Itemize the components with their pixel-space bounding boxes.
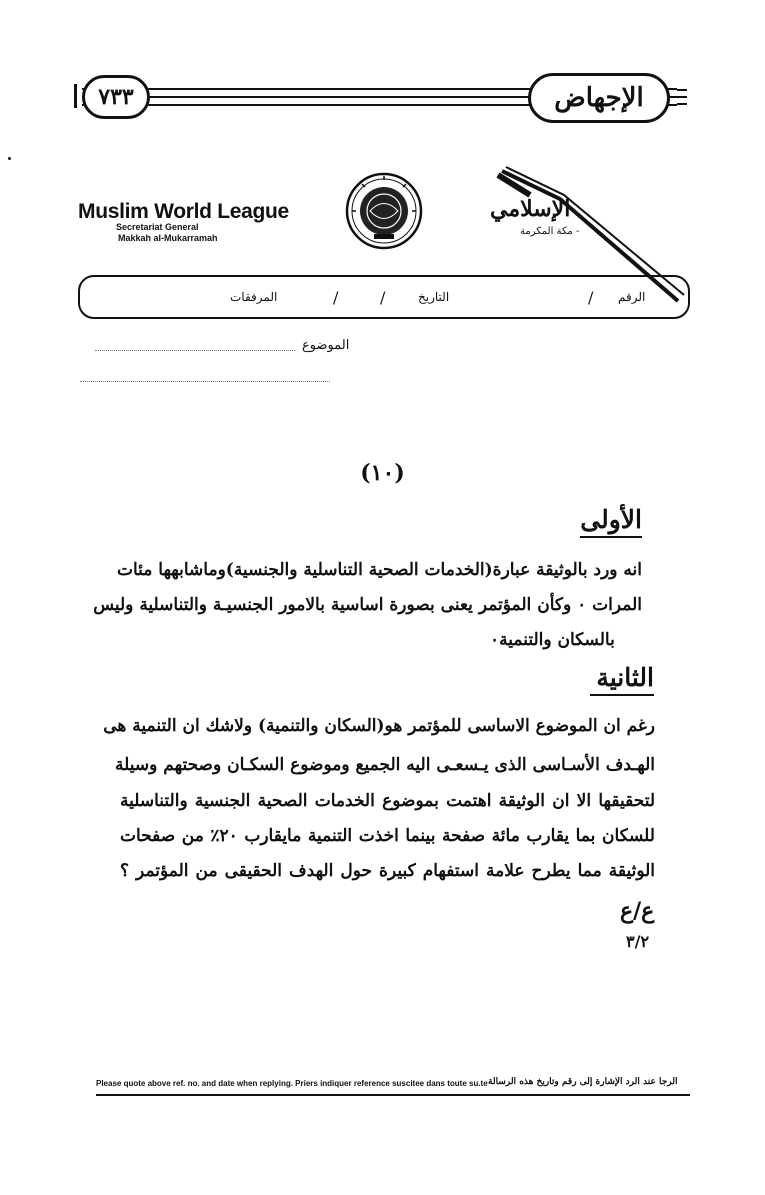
organization-name-ar: الإسلامي (490, 196, 571, 222)
footer-note-ar: الرجا عند الرد الإشارة إلى رقم وتاريخ هذه الرسالة (488, 1077, 678, 1087)
organization-city-ar: - مكة المكرمة (520, 226, 580, 237)
section-heading-first: الأولى (580, 505, 642, 538)
subject-dotted-line (95, 350, 295, 351)
paragraph-line: الهـدف الأسـاسى الذى يـسعـى اليه الجميع وموضوع السكـان وصحتهم وسيلة (115, 755, 655, 775)
page-number: ٧٣٣ (82, 75, 150, 119)
reference-number-label: الرقم (618, 290, 646, 304)
reference-attachments-label: المرفقات (230, 290, 278, 304)
paragraph-line: رغم ان الموضوع الاساسى للمؤتمر هو(السكان والتنمية) ولاشك ان التنمية هى (103, 716, 655, 736)
footer-rule (96, 1094, 690, 1096)
separator: / (380, 288, 386, 307)
scan-speck (8, 157, 11, 160)
paragraph-line: للسكان بما يقارب مائة صفحة بينما اخذت التنمية مايقارب ٢٠٪ من صفحات (120, 826, 655, 846)
separator: / (333, 288, 339, 307)
footer-note-en: Please quote above ref. no. and date when replying. Priers indiquer reference suscitee dans toute su.te (96, 1079, 488, 1088)
chapter-title: الإجهاض (528, 73, 670, 123)
paragraph-line: انه ورد بالوثيقة عبارة(الخدمات الصحية التناسلية والجنسية)وماشابهها مئات (116, 560, 642, 580)
document-index: (١٠) (360, 460, 405, 486)
organization-city-en: Makkah al-Mukarramah (118, 233, 218, 243)
section-heading-second: الثانية (590, 663, 654, 696)
paragraph-line: المرات ٠ وكأن المؤتمر يعنى بصورة اساسية بالامور الجنسيـة والتناسلية وليس (93, 595, 642, 615)
subject-dotted-line (80, 381, 330, 382)
paragraph-line: لتحقيقها الا ان الوثيقة اهتمت بموضوع الخدمات الصحية الجنسية والتناسلية (120, 791, 655, 811)
banner-right-cap (677, 84, 687, 108)
paragraph-line: بالسكان والتنمية٠ (490, 630, 615, 650)
organization-name-en: Muslim World League (78, 200, 289, 223)
organization-subtitle: Secretariat General (116, 222, 199, 232)
paragraph-line: الوثيقة مما يطرح علامة استفهام كبيرة حول الهدف الحقيقى من المؤتمر ؟ (120, 861, 655, 881)
signature-initials: ع/ع (620, 898, 655, 924)
separator: / (588, 288, 594, 307)
page-reference: ٣/٢ (626, 932, 650, 951)
reference-date-label: التاريخ (418, 290, 450, 304)
subject-label: الموضوع (302, 338, 350, 353)
emblem-seal-icon (344, 170, 424, 252)
